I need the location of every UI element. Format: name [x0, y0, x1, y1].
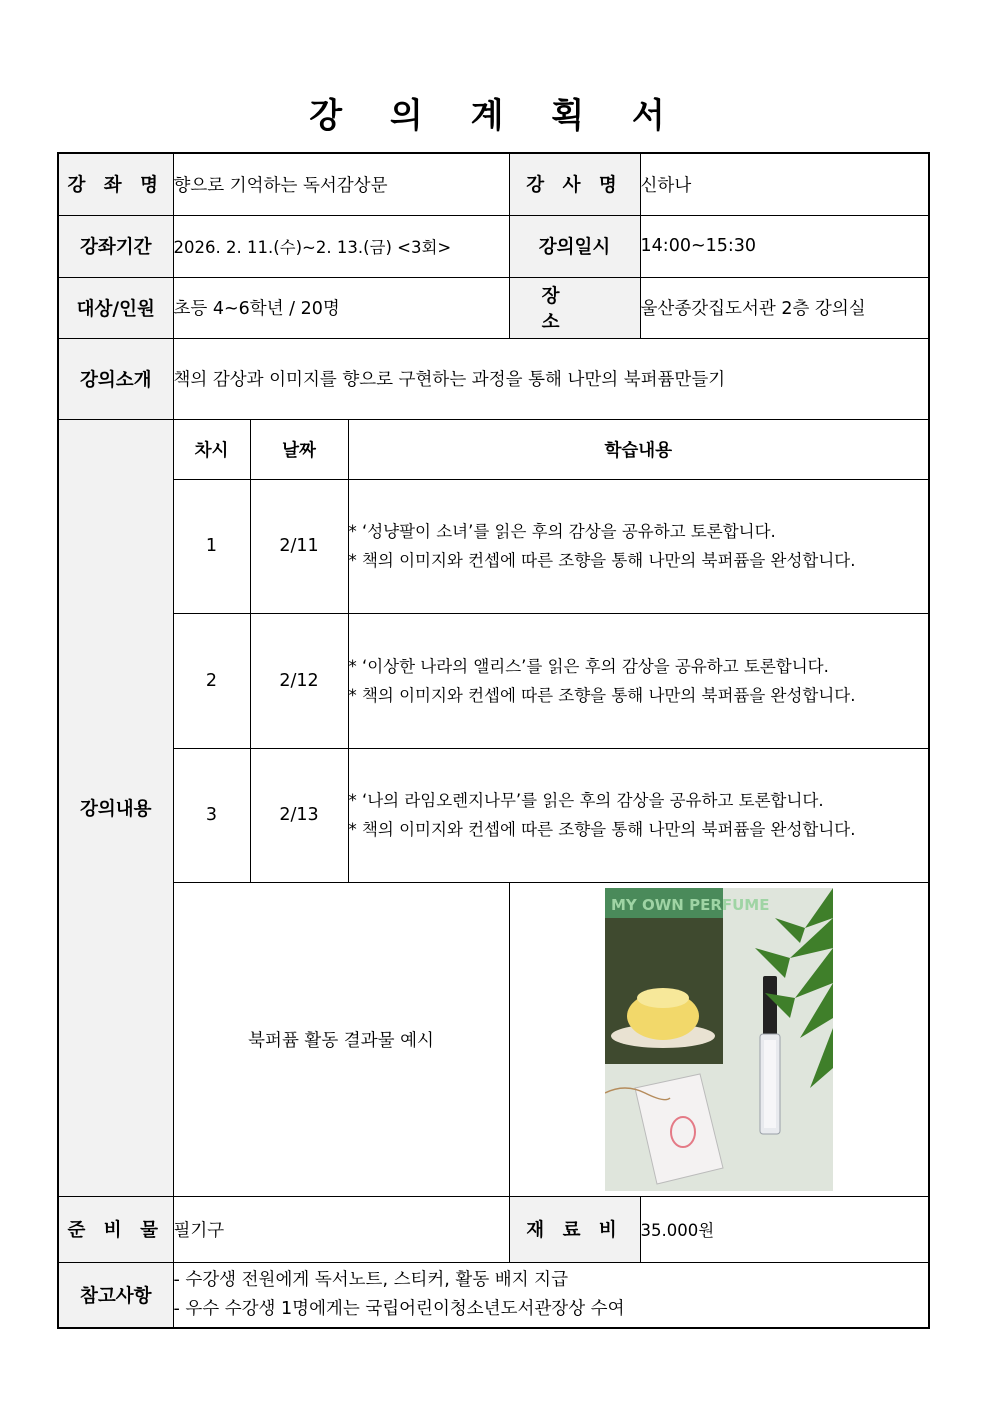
course-name-value: 향으로 기억하는 독서감상문	[173, 153, 509, 215]
time-value: 14:00~15:30	[640, 215, 929, 277]
document-title: 강 의 계 획 서	[309, 96, 683, 136]
lecture-header-row	[58, 419, 929, 479]
session-header: 차시	[173, 419, 250, 479]
place-label: 장 소	[509, 277, 640, 338]
supplies-value: 필기구	[173, 1196, 509, 1262]
target-value: 초등 4~6학년 / 20명	[173, 277, 509, 338]
note-item: - 수강생 전원에게 독서노트, 스티커, 활동 배지 지급	[173, 1269, 568, 1290]
place-value: 울산종갓집도서관 2층 강의실	[640, 277, 929, 338]
lectures-label: 강의내용	[58, 419, 173, 1196]
fee-value: 35.000원	[640, 1196, 929, 1262]
session-number: 1	[173, 479, 250, 613]
content-line: * ‘나의 라임오렌지나무’를 읽은 후의 감상을 공유하고 토론합니다.	[348, 791, 824, 810]
book-perfume-photo	[605, 888, 833, 1191]
session-date: 2/12	[250, 613, 348, 748]
instructor-label: 강 사 명	[509, 153, 640, 215]
session-content	[348, 479, 929, 613]
example-row	[58, 882, 929, 1196]
period-label: 강좌기간	[58, 215, 173, 277]
target-label: 대상/인원	[58, 277, 173, 338]
row-course-name	[58, 153, 929, 215]
book-cover-text: MY OWN PERFUME	[610, 895, 770, 914]
lecture-row	[58, 479, 929, 613]
instructor-value: 신하나	[640, 153, 929, 215]
session-content	[348, 748, 929, 882]
content-line: * 책의 이미지와 컨셉에 따른 조향을 통해 나만의 북퍼퓸을 완성합니다.	[348, 551, 856, 570]
example-photo-cell	[509, 882, 929, 1196]
notes-list	[173, 1262, 929, 1328]
supplies-label: 준 비 물	[58, 1196, 173, 1262]
date-header: 날짜	[250, 419, 348, 479]
content-line: * ‘성냥팔이 소녀’를 읽은 후의 감상을 공유하고 토론합니다.	[348, 522, 776, 541]
row-supplies	[58, 1196, 929, 1262]
time-label: 강의일시	[509, 215, 640, 277]
content-line: * 책의 이미지와 컨셉에 따른 조향을 통해 나만의 북퍼퓸을 완성합니다.	[348, 820, 856, 839]
row-notes	[58, 1262, 929, 1328]
content-header: 학습내용	[348, 419, 929, 479]
session-date: 2/11	[250, 479, 348, 613]
lecture-plan-table	[57, 152, 930, 1329]
note-item: - 우수 수강생 1명에게는 국립어린이청소년도서관장상 수여	[173, 1298, 625, 1319]
lecture-row	[58, 748, 929, 882]
row-period	[58, 215, 929, 277]
course-name-label: 강 좌 명	[58, 153, 173, 215]
row-intro	[58, 338, 929, 419]
lecture-row	[58, 613, 929, 748]
notes-label: 참고사항	[58, 1262, 173, 1328]
session-date: 2/13	[250, 748, 348, 882]
example-label: 북퍼퓸 활동 결과물 예시	[173, 882, 509, 1196]
content-line: * 책의 이미지와 컨셉에 따른 조향을 통해 나만의 북퍼퓸을 완성합니다.	[348, 685, 856, 705]
intro-label: 강의소개	[58, 338, 173, 419]
session-content	[348, 613, 929, 748]
content-line: * ‘이상한 나라의 앨리스’를 읽은 후의 감상을 공유하고 토론합니다.	[348, 656, 829, 676]
fee-label: 재 료 비	[509, 1196, 640, 1262]
session-number: 3	[173, 748, 250, 882]
row-target	[58, 277, 929, 338]
period-value: 2026. 2. 11.(수)~2. 13.(금) <3회>	[173, 215, 509, 277]
intro-value: 책의 감상과 이미지를 향으로 구현하는 과정을 통해 나만의 북퍼퓸만들기	[173, 338, 929, 419]
session-number: 2	[173, 613, 250, 748]
